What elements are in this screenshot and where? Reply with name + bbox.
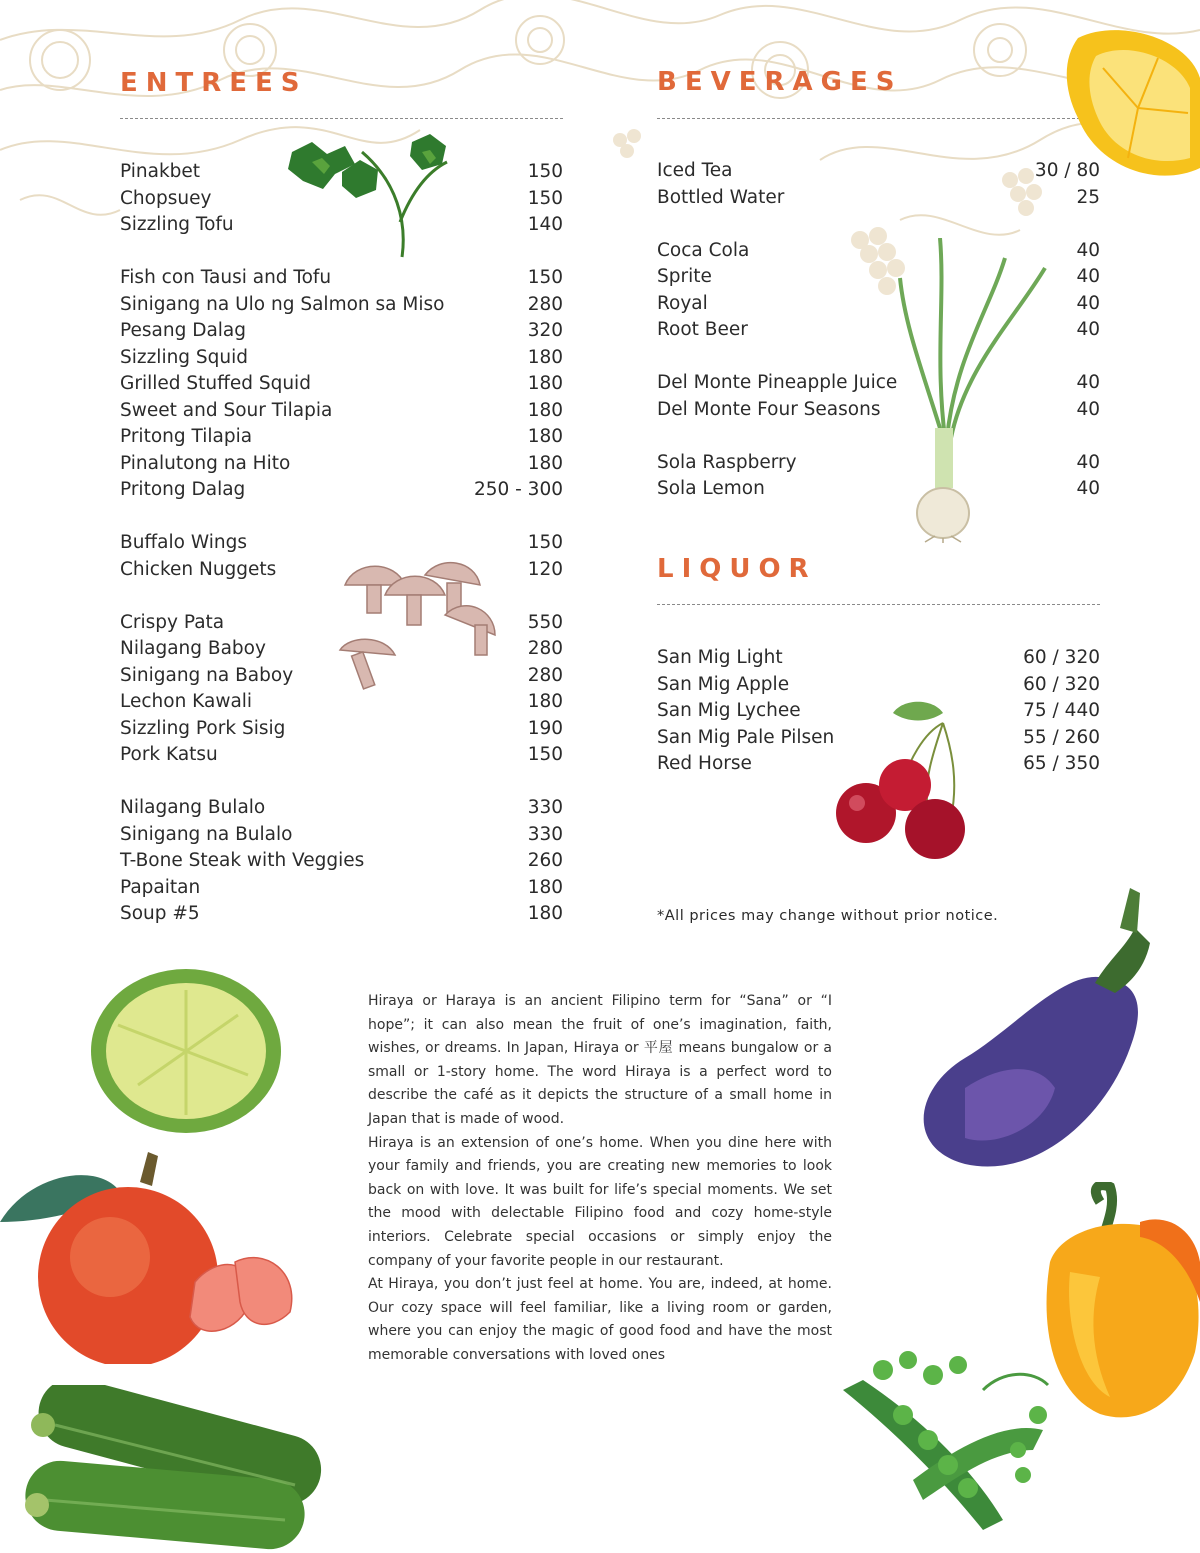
menu-item xyxy=(120,742,563,769)
menu-item-name: Papaitan xyxy=(120,876,201,898)
menu-item-price: 55 / 260 xyxy=(1023,726,1100,748)
menu-item xyxy=(120,265,563,292)
menu-item-name: Pesang Dalag xyxy=(120,320,247,341)
menu-item-name: Pritong Dalag xyxy=(120,479,246,500)
menu-item-price: 150 xyxy=(527,744,563,765)
menu-item-name: Soup #5 xyxy=(120,903,200,924)
beverages-title: BEVERAGES xyxy=(657,67,903,97)
menu-item xyxy=(120,371,563,398)
menu-item-price: 280 xyxy=(527,293,563,315)
menu-item xyxy=(120,795,563,822)
menu-item-price: 150 xyxy=(527,187,563,209)
menu-item-name: Pritong Tilapia xyxy=(120,426,253,447)
menu-item-name: Chicken Nuggets xyxy=(120,558,277,580)
menu-item-name: T-Bone Steak with Veggies xyxy=(120,850,365,871)
menu-item-name: Pinalutong na Hito xyxy=(120,452,291,474)
menu-item-name: Royal xyxy=(657,292,708,314)
menu-item-price: 180 xyxy=(527,346,563,368)
menu-item xyxy=(120,875,563,902)
entrees-list xyxy=(120,159,563,928)
about-paragraph: At Hiraya, you don’t just feel at home. You are, indeed, at home. Our cozy space will feel familiar, like a living room or garden, where you can enjoy the magic of good food and have the most memorable conversations with loved ones xyxy=(368,1276,832,1363)
menu-item-price: 40 xyxy=(1076,478,1100,499)
menu-item-name: Pork Katsu xyxy=(120,744,218,765)
menu-item-name: Coca Cola xyxy=(657,239,750,261)
parsley-illustration xyxy=(282,132,454,262)
price-disclaimer: *All prices may change without prior notice. xyxy=(657,908,999,924)
menu-item-name: Sola Raspberry xyxy=(657,451,797,473)
menu-item-name: Crispy Pata xyxy=(120,611,225,633)
about-paragraph: Hiraya or Haraya is an ancient Filipino term for “Sana” or “I hope”; it can also mean the fruit of one’s imagination, faith, wishes, or dreams. In Japan, Hiraya or 平屋 means bungalow or a small or 1-story home. The word Hiraya is a perfect word to describe the café as it depicts the structure of a small home in Japan that is made of wood. xyxy=(368,993,832,1127)
menu-item-price: 40 xyxy=(1076,292,1100,314)
menu-item-price: 60 / 320 xyxy=(1023,647,1100,668)
about-hiraya xyxy=(368,990,832,1368)
menu-item-price: 180 xyxy=(527,426,563,447)
menu-item-price: 40 xyxy=(1076,239,1100,261)
liquor-divider xyxy=(657,604,1100,605)
menu-item-name: Nilagang Bulalo xyxy=(120,797,266,818)
menu-item-price: 120 xyxy=(527,558,563,580)
menu-item xyxy=(120,848,563,875)
menu-item-name: Sweet and Sour Tilapia xyxy=(120,399,333,421)
menu-item-name: San Mig Lychee xyxy=(657,700,801,721)
about-paragraph: Hiraya is an extension of one’s home. When you dine here with your family and friends, you are creating new memories to look back on with love. It was built for life’s special moments. We set the mood with delectable Filipino food and cozy home-style interiors. Celebrate special occasions or simply enjoy the company of your favorite people in our restaurant. xyxy=(368,1134,832,1269)
menu-item-price: 25 xyxy=(1076,186,1100,208)
menu-item-price: 140 xyxy=(527,214,563,235)
menu-item-name: Sola Lemon xyxy=(657,478,765,499)
menu-item-name: Sinigang na Bulalo xyxy=(120,823,293,845)
green-onion-illustration xyxy=(895,238,1055,543)
menu-item-name: Sizzling Squid xyxy=(120,346,249,368)
menu-item-price: 40 xyxy=(1076,266,1100,287)
menu-item-price: 180 xyxy=(527,691,563,712)
menu-item-price: 40 xyxy=(1076,451,1100,473)
menu-item-name: Pinakbet xyxy=(120,161,201,182)
menu-item-name: Buffalo Wings xyxy=(120,532,247,553)
menu-item-name: Fish con Tausi and Tofu xyxy=(120,267,332,288)
menu-item xyxy=(120,822,563,849)
menu-item-price: 60 / 320 xyxy=(1023,673,1100,695)
menu-item xyxy=(120,716,563,743)
menu-item-name: Red Horse xyxy=(657,753,752,774)
menu-item-name: Sinigang na Ulo ng Salmon sa Miso xyxy=(120,293,445,315)
menu-item-price: 260 xyxy=(527,850,563,871)
tangerine-illustration xyxy=(0,1152,312,1364)
menu-item xyxy=(120,477,563,504)
menu-item-name: San Mig Pale Pilsen xyxy=(657,726,835,748)
menu-item-name: Sinigang na Baboy xyxy=(120,664,294,686)
menu-item-name: Bottled Water xyxy=(657,186,785,208)
menu-item-price: 330 xyxy=(527,797,563,818)
menu-item-name: Sprite xyxy=(657,266,712,287)
menu-item-name: Nilagang Baboy xyxy=(120,638,266,659)
menu-item xyxy=(120,424,563,451)
mushrooms-illustration xyxy=(325,555,505,705)
menu-item-name: Root Beer xyxy=(657,319,748,340)
menu-item xyxy=(657,185,1100,212)
menu-item xyxy=(120,345,563,372)
menu-item-price: 65 / 350 xyxy=(1023,753,1100,774)
peas-illustration xyxy=(833,1330,1065,1538)
menu-item-name: Del Monte Pineapple Juice xyxy=(657,372,898,393)
menu-item-price: 330 xyxy=(527,823,563,845)
menu-item-name: Sizzling Pork Sisig xyxy=(120,717,286,739)
menu-item-price: 40 xyxy=(1076,319,1100,340)
menu-item-price: 180 xyxy=(527,452,563,474)
menu-item-name: San Mig Light xyxy=(657,647,783,668)
menu-item-price: 190 xyxy=(527,717,563,739)
menu-item-price: 40 xyxy=(1076,398,1100,420)
entrees-title: ENTREES xyxy=(120,68,308,98)
menu-item-name: Iced Tea xyxy=(657,160,733,181)
menu-item-price: 150 xyxy=(527,267,563,288)
menu-item-price: 150 xyxy=(527,161,563,182)
menu-item-price: 40 xyxy=(1076,372,1100,393)
menu-item-price: 150 xyxy=(527,532,563,553)
menu-item-name: Lechon Kawali xyxy=(120,691,253,712)
menu-item xyxy=(120,318,563,345)
menu-item xyxy=(120,398,563,425)
lemon-wedge-illustration xyxy=(1058,18,1200,180)
menu-item-name: Sizzling Tofu xyxy=(120,214,234,235)
liquor-title: LIQUOR xyxy=(657,554,817,584)
menu-item-price: 280 xyxy=(527,638,563,659)
menu-item-name: Chopsuey xyxy=(120,187,212,209)
eggplant-illustration xyxy=(905,888,1160,1170)
menu-item-price: 30 / 80 xyxy=(1034,160,1100,181)
menu-item xyxy=(120,451,563,478)
menu-item xyxy=(120,901,563,928)
menu-item xyxy=(120,292,563,319)
menu-item-price: 320 xyxy=(527,320,563,341)
menu-item-price: 550 xyxy=(527,611,563,633)
menu-item-price: 280 xyxy=(527,664,563,686)
menu-item-price: 250 - 300 xyxy=(473,479,563,500)
menu-item xyxy=(657,158,1100,185)
cherries-illustration xyxy=(833,693,975,861)
menu-item xyxy=(657,645,1100,672)
menu-item-price: 180 xyxy=(527,399,563,421)
menu-item-price: 180 xyxy=(527,373,563,394)
lime-illustration xyxy=(88,965,283,1137)
cucumbers-illustration xyxy=(15,1385,325,1553)
menu-item-price: 75 / 440 xyxy=(1023,700,1100,721)
menu-item-price: 180 xyxy=(527,876,563,898)
menu-item-name: Grilled Stuffed Squid xyxy=(120,373,311,394)
beverages-divider xyxy=(657,118,1100,119)
entrees-divider xyxy=(120,118,563,119)
menu-item-name: San Mig Apple xyxy=(657,673,790,695)
menu-item xyxy=(120,530,563,557)
menu-item-name: Del Monte Four Seasons xyxy=(657,398,881,420)
menu-item-price: 180 xyxy=(527,903,563,924)
